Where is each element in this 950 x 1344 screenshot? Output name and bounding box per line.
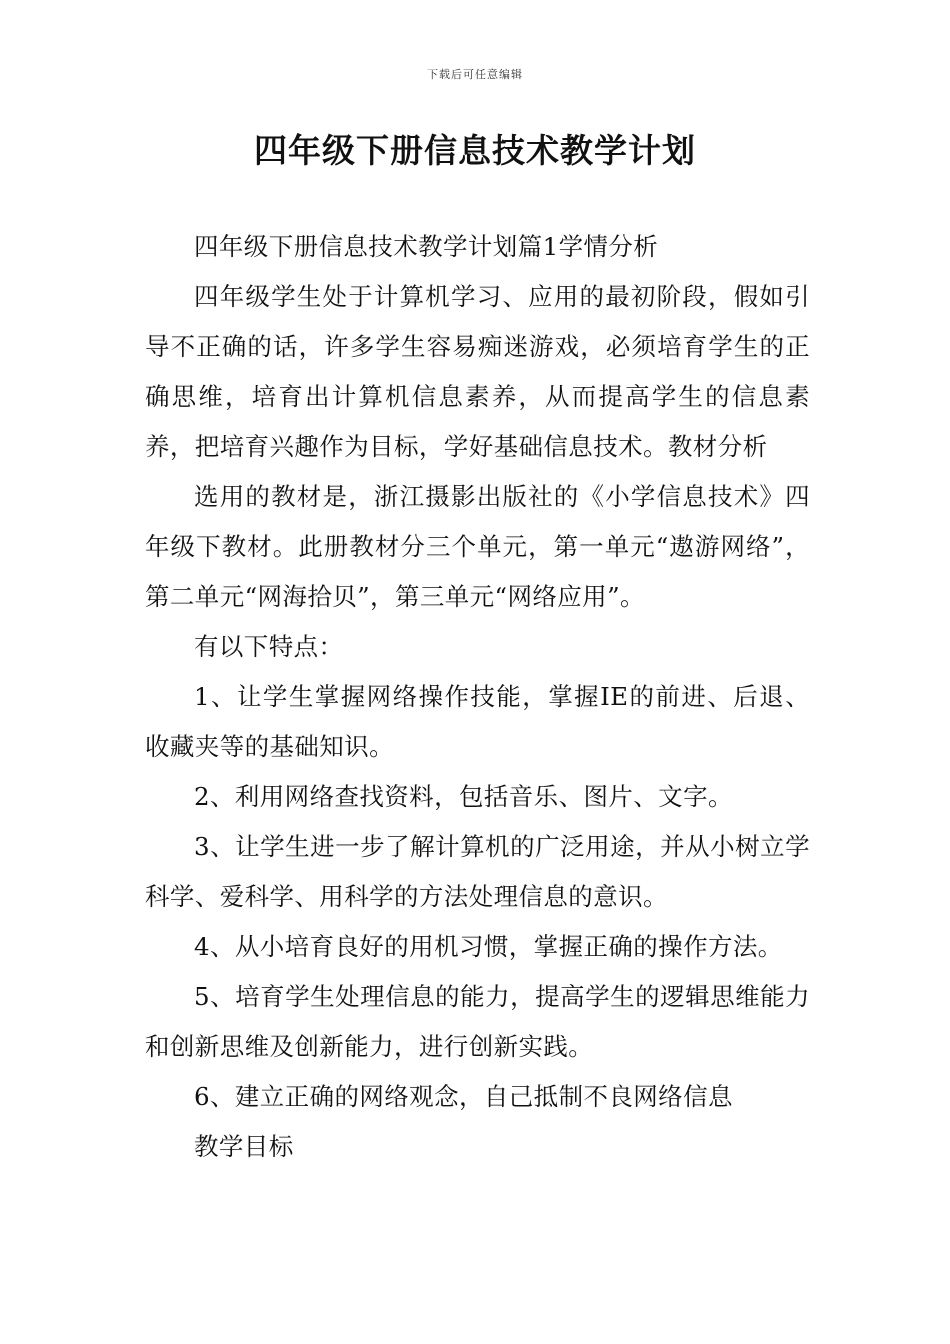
paragraph-section-heading: 四年级下册信息技术教学计划篇1学情分析 [194,232,659,261]
paragraph-features-intro: 有以下特点： [194,632,344,661]
document-title: 四年级下册信息技术教学计划 [254,131,696,170]
paragraph-feature-3: 3、让学生进一步了解计算机的广泛用途，并从小树立学科学、爱科学、用科学的方法处理信息的意识。 [145,832,810,911]
paragraph-teaching-goals: 教学目标 [194,1132,294,1161]
paragraph-feature-2: 2、利用网络查找资料，包括音乐、图片、文字。 [194,782,733,811]
document-body [145,222,810,1172]
paragraph-textbook: 选用的教材是，浙江摄影出版社的《小学信息技术》四年级下教材。此册教材分三个单元，第一单元“遨游网络”，第二单元“网海拾贝”，第三单元“网络应用”。 [145,482,810,611]
header-note: 下载后可任意编辑 [427,68,523,81]
paragraph-feature-4: 4、从小培育良好的用机习惯，掌握正确的操作方法。 [194,932,783,961]
paragraph-feature-5: 5、培育学生处理信息的能力，提高学生的逻辑思维能力和创新思维及创新能力，进行创新实践。 [145,982,810,1061]
paragraph-student-analysis: 四年级学生处于计算机学习、应用的最初阶段，假如引导不正确的话，许多学生容易痴迷游戏，必须培育学生的正确思维，培育出计算机信息素养，从而提高学生的信息素养，把培育兴趣作为目标，学好基础信息技术。教材分析 [145,282,810,461]
paragraph-feature-6: 6、建立正确的网络观念，自己抵制不良网络信息 [194,1082,733,1111]
paragraph-feature-1: 1、让学生掌握网络操作技能，掌握IE的前进、后退、收藏夹等的基础知识。 [145,682,810,761]
